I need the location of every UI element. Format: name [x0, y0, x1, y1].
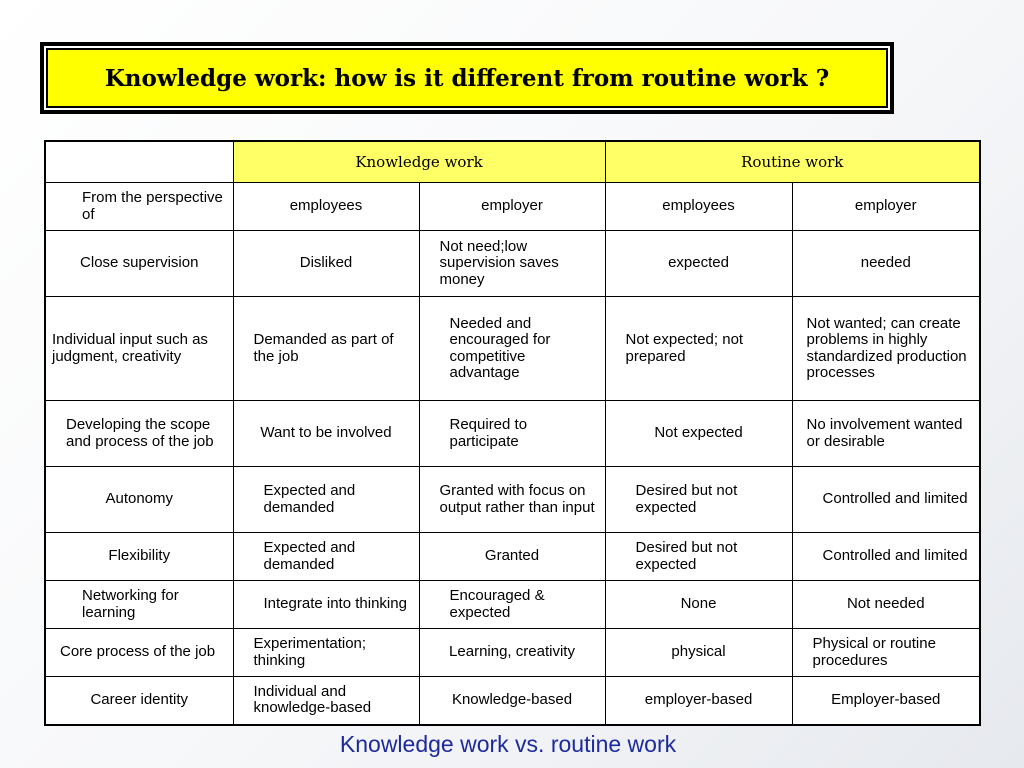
table-header-row	[45, 141, 980, 183]
routine-employees-cell: None	[605, 581, 792, 629]
row-label: Developing the scope and process of the job	[45, 401, 233, 467]
knowledge-employees-cell: Expected and demanded	[233, 533, 419, 581]
row-label: Career identity	[45, 677, 233, 725]
header-corner-cell	[45, 141, 233, 183]
knowledge-employer-cell: Encouraged & expected	[419, 581, 605, 629]
knowledge-employer-cell: Needed and encouraged for competitive advantage	[419, 297, 605, 401]
routine-employees-cell: physical	[605, 629, 792, 677]
knowledge-employer-cell: Required to participate	[419, 401, 605, 467]
row-label: Flexibility	[45, 533, 233, 581]
knowledge-employees-cell: Disliked	[233, 231, 419, 297]
knowledge-employer-cell: employer	[419, 183, 605, 231]
row-label: Autonomy	[45, 467, 233, 533]
knowledge-employees-cell: Want to be involved	[233, 401, 419, 467]
row-label: Networking for learning	[45, 581, 233, 629]
routine-employer-cell: Controlled and limited	[792, 467, 980, 533]
header-knowledge-work: Knowledge work	[233, 141, 605, 183]
row-label: Close supervision	[45, 231, 233, 297]
header-routine-work: Routine work	[605, 141, 980, 183]
table-row	[45, 231, 980, 297]
knowledge-employees-cell: Experimentation; thinking	[233, 629, 419, 677]
row-label: Individual input such as judgment, creativity	[45, 297, 233, 401]
knowledge-employees-cell: Demanded as part of the job	[233, 297, 419, 401]
knowledge-employer-cell: Learning, creativity	[419, 629, 605, 677]
slide-title-frame	[44, 46, 890, 110]
routine-employees-cell: expected	[605, 231, 792, 297]
slide-caption: Knowledge work vs. routine work	[339, 731, 677, 757]
knowledge-employer-cell: Granted	[419, 533, 605, 581]
knowledge-employees-cell: employees	[233, 183, 419, 231]
slide-title-box	[40, 42, 894, 114]
table-row	[45, 297, 980, 401]
table-row	[45, 533, 980, 581]
row-label: Core process of the job	[45, 629, 233, 677]
table-row	[45, 183, 980, 231]
knowledge-employer-cell: Granted with focus on output rather than input	[419, 467, 605, 533]
routine-employer-cell: Not needed	[792, 581, 980, 629]
routine-employer-cell: Not wanted; can create problems in highly standardized production processes	[792, 297, 980, 401]
routine-employees-cell: Desired but not expected	[605, 533, 792, 581]
knowledge-employer-cell: Knowledge-based	[419, 677, 605, 725]
knowledge-employees-cell: Individual and knowledge-based	[233, 677, 419, 725]
routine-employer-cell: Controlled and limited	[792, 533, 980, 581]
routine-employees-cell: employees	[605, 183, 792, 231]
table-row	[45, 581, 980, 629]
routine-employer-cell: Physical or routine procedures	[792, 629, 980, 677]
row-label: From the perspective of	[45, 183, 233, 231]
comparison-table	[44, 140, 981, 726]
routine-employees-cell: employer-based	[605, 677, 792, 725]
slide-title: Knowledge work: how is it different from routine work ?	[104, 64, 830, 92]
knowledge-employees-cell: Integrate into thinking	[233, 581, 419, 629]
table-row	[45, 467, 980, 533]
routine-employees-cell: Desired but not expected	[605, 467, 792, 533]
knowledge-employer-cell: Not need;low supervision saves money	[419, 231, 605, 297]
routine-employer-cell: needed	[792, 231, 980, 297]
table-row	[45, 677, 980, 725]
table-row	[45, 629, 980, 677]
routine-employees-cell: Not expected; not prepared	[605, 297, 792, 401]
knowledge-employees-cell: Expected and demanded	[233, 467, 419, 533]
table-row	[45, 401, 980, 467]
routine-employer-cell: No involvement wanted or desirable	[792, 401, 980, 467]
routine-employees-cell: Not expected	[605, 401, 792, 467]
routine-employer-cell: Employer-based	[792, 677, 980, 725]
routine-employer-cell: employer	[792, 183, 980, 231]
slide-title-panel	[46, 48, 888, 108]
